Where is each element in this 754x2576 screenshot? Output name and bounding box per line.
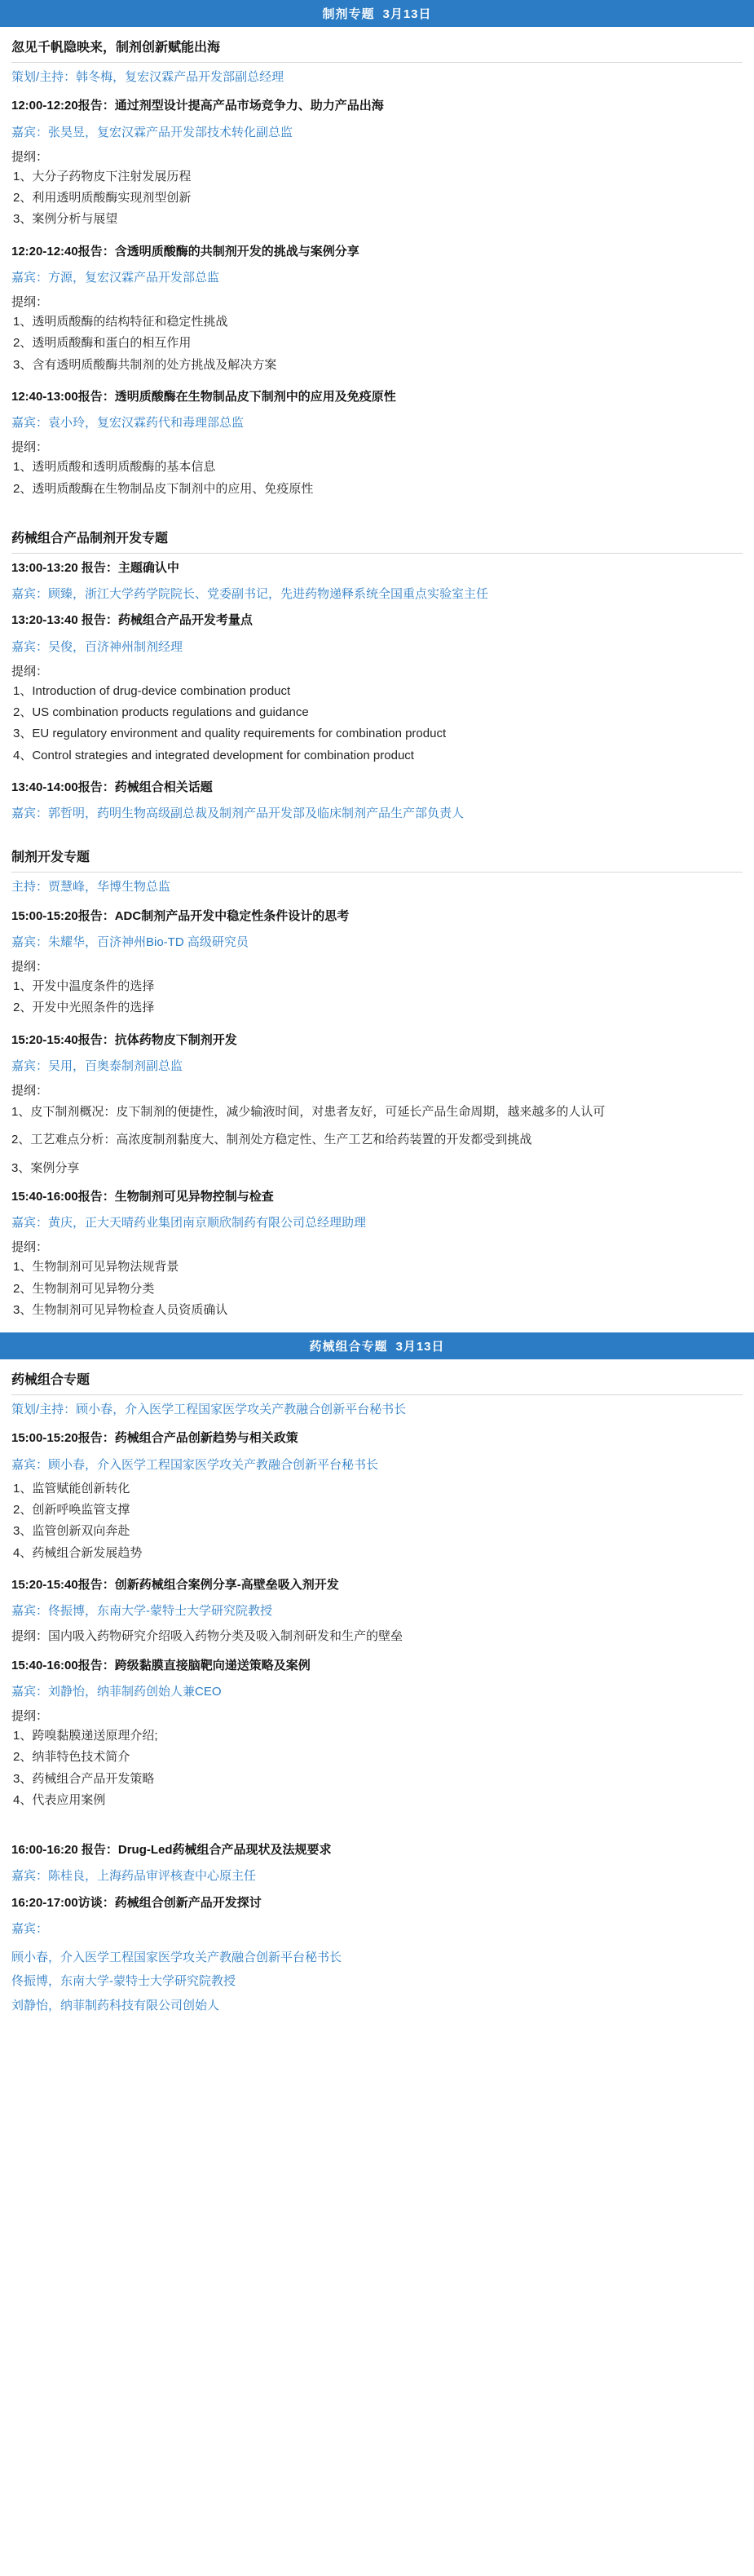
- outline-label: 提纲：: [11, 440, 49, 455]
- session-title: 15:40-16:00报告：生物制剂可见异物控制与检查: [11, 1189, 274, 1204]
- panelist: 刘静怡，纳菲制药科技有限公司创始人: [11, 1998, 220, 2013]
- session-title: 16:00-16:20 报告：Drug-Led药械组合产品现状及法规要求: [11, 1843, 332, 1857]
- list-item: 2、利用透明质酸酶实现剂型创新: [13, 191, 192, 205]
- session-speaker: 嘉宾：张昊昱，复宏汉霖产品开发部技术转化副总监: [11, 125, 293, 139]
- outline-list: [0, 455, 754, 506]
- session-speaker: 嘉宾：袁小玲，复宏汉霖药代和毒理部总监: [11, 416, 245, 430]
- session-note: 提纲：国内吸入药物研究介绍吸入药物分类及吸入制剂研发和生产的壁垒: [11, 1629, 403, 1644]
- session-title: 12:00-12:20报告：通过剂型设计提高产品市场竞争力、助力产品出海: [11, 99, 384, 113]
- session-speaker: 嘉宾：顾臻，浙江大学药学院院长、党委副书记，先进药物递释系统全国重点实验室主任: [11, 587, 489, 601]
- list-item: 3、案例分析与展望: [13, 212, 118, 227]
- session-title: 15:20-15:40报告：创新药械组合案例分享-高壁垒吸入剂开发: [11, 1577, 339, 1592]
- session-title: 12:40-13:00报告：透明质酸酶在生物制品皮下制剂中的应用及免疫原性: [11, 389, 396, 404]
- section3-organizer: 主持：贾慧峰，华博生物总监: [11, 880, 171, 895]
- session-speaker: 嘉宾：顾小春，介入医学工程国家医学攻关产教融合创新平台秘书长: [11, 1457, 379, 1472]
- outline-list: [0, 1255, 754, 1328]
- session-speaker: 嘉宾：郭哲明，药明生物高级副总裁及制剂产品开发部及临床制剂产品生产部负责人: [11, 806, 465, 820]
- banner-title: 制剂专题: [322, 7, 375, 21]
- panelist: 佟振博，东南大学-蒙特士大学研究院教授: [11, 1974, 236, 1989]
- session-title: 15:00-15:20报告：ADC制剂产品开发中稳定性条件设计的思考: [11, 908, 350, 923]
- banner-date: 3月13日: [382, 7, 432, 21]
- section4-organizer: 策划/主持：顾小春，介入医学工程国家医学攻关产教融合创新平台秘书长: [11, 1403, 407, 1416]
- outline-label: 提纲：: [11, 295, 49, 309]
- session-speaker: 嘉宾：: [11, 1921, 49, 1936]
- session-title: 16:20-17:00访谈：药械组合创新产品开发探讨: [11, 1895, 262, 1910]
- session-speaker: 嘉宾：朱耀华，百济神州Bio-TD 高级研究员: [11, 935, 249, 949]
- list-item: 1、Introduction of drug-device combination product: [13, 683, 291, 698]
- list-item: 3、EU regulatory environment and quality requirements for combination product: [13, 727, 447, 741]
- outline-label: 提纲：: [11, 149, 49, 164]
- outline-label: 提纲：: [11, 664, 49, 678]
- section-heading-3: 制剂开发专题: [11, 851, 90, 865]
- session-speaker: 嘉宾：刘静怡，纳菲制药创始人兼CEO: [11, 1684, 222, 1699]
- list-item: 3、监管创新双向奔赴: [13, 1524, 130, 1539]
- session-title: 13:20-13:40 报告：药械组合产品开发考量点: [11, 613, 253, 628]
- session-speaker: 嘉宾：佟振博，东南大学-蒙特士大学研究院教授: [11, 1604, 272, 1618]
- list-item: 3、药械组合产品开发策略: [13, 1771, 155, 1786]
- outline-paragraph: 2、工艺难点分析：高浓度制剂黏度大、制剂处方稳定性、生产工艺和给药装置的开发都受到挑战: [11, 1133, 532, 1147]
- list-item: 3、生物制剂可见异物检查人员资质确认: [13, 1302, 228, 1317]
- list-item: 1、生物制剂可见异物法规背景: [13, 1260, 179, 1275]
- session-speaker: 嘉宾：吴俊，百济神州制剂经理: [11, 639, 183, 654]
- list-item: 1、监管赋能创新转化: [13, 1481, 130, 1496]
- outline-label: 提纲：: [11, 1240, 49, 1255]
- list-item: 2、纳菲特色技术简介: [13, 1750, 130, 1765]
- session-speaker: 嘉宾：陈桂良，上海药品审评核查中心原主任: [11, 1869, 257, 1884]
- session-title: 13:40-14:00报告：药械组合相关话题: [11, 780, 213, 794]
- list-item: 1、透明质酸和透明质酸酶的基本信息: [13, 460, 216, 475]
- session-title: 15:20-15:40报告：抗体药物皮下制剂开发: [11, 1032, 237, 1047]
- panelist: 顾小春，介入医学工程国家医学攻关产教融合创新平台秘书长: [11, 1951, 342, 1964]
- outline-list: [0, 1477, 754, 1571]
- banner-drug-device-combination: [0, 1332, 754, 1359]
- section1-organizer: 策划/主持：韩冬梅，复宏汉霖产品开发部副总经理: [11, 70, 284, 84]
- outline-list: [0, 310, 754, 382]
- list-item: 2、透明质酸酶和蛋白的相互作用: [13, 336, 192, 351]
- outline-list: [0, 165, 754, 237]
- session-speaker: 嘉宾：方源，复宏汉霖产品开发部总监: [11, 270, 220, 285]
- list-item: 1、大分子药物皮下注射发展历程: [13, 169, 192, 183]
- banner-drug-formulation: [0, 0, 754, 27]
- session-speaker: 嘉宾：吴用，百奥泰制剂副总监: [11, 1058, 183, 1073]
- session-title: 15:00-15:20报告：药械组合产品创新趋势与相关政策: [11, 1431, 298, 1446]
- list-item: 1、跨嗅黏膜递送原理介绍;: [13, 1729, 158, 1743]
- session-title: 13:00-13:20 报告：主题确认中: [11, 560, 179, 575]
- outline-paragraph: 1、皮下制剂概况：皮下制剂的便捷性，减少输液时间，对患者友好，可延长产品生命周期，越来越多的人认可: [11, 1105, 606, 1119]
- outline-label: 提纲：: [11, 960, 49, 974]
- list-item: 2、透明质酸酶在生物制品皮下制剂中的应用、免疫原性: [13, 481, 314, 496]
- section-heading-4: 药械组合专题: [11, 1373, 90, 1387]
- list-item: 1、透明质酸酶的结构特征和稳定性挑战: [13, 315, 228, 329]
- session-speaker: 嘉宾：黄庆，正大天晴药业集团南京顺欣制药有限公司总经理助理: [11, 1216, 367, 1230]
- session-title: 15:40-16:00报告：跨级黏膜直接脑靶向递送策略及案例: [11, 1658, 311, 1672]
- list-item: 4、药械组合新发展趋势: [13, 1545, 143, 1560]
- list-item: 2、US combination products regulations and guidance: [13, 705, 309, 719]
- list-item: 2、创新呼唤监管支撑: [13, 1503, 130, 1517]
- list-item: 2、开发中光照条件的选择: [13, 1001, 155, 1015]
- list-item: 4、代表应用案例: [13, 1792, 106, 1807]
- outline-list: [0, 974, 754, 1026]
- list-item: 3、含有透明质酸酶共制剂的处方挑战及解决方案: [13, 357, 277, 372]
- banner-date: 3月13日: [395, 1340, 445, 1354]
- banner-title: 药械组合专题: [309, 1340, 388, 1354]
- list-item: 4、Control strategies and integrated development for combination product: [13, 748, 414, 762]
- outline-label: 提纲：: [11, 1709, 49, 1723]
- section-heading-1: 忽见千帆隐映来，制剂创新赋能出海: [11, 41, 221, 55]
- outline-label: 提纲：: [11, 1084, 49, 1098]
- list-item: 2、生物制剂可见异物分类: [13, 1281, 155, 1296]
- section-heading-2: 药械组合产品制剂开发专题: [11, 531, 169, 546]
- outline-list: [0, 679, 754, 773]
- outline-list: [0, 1724, 754, 1818]
- list-item: 1、开发中温度条件的选择: [13, 979, 155, 993]
- outline-paragraph: 3、案例分享: [11, 1160, 80, 1175]
- session-title: 12:20-12:40报告：含透明质酸酶的共制剂开发的挑战与案例分享: [11, 244, 359, 258]
